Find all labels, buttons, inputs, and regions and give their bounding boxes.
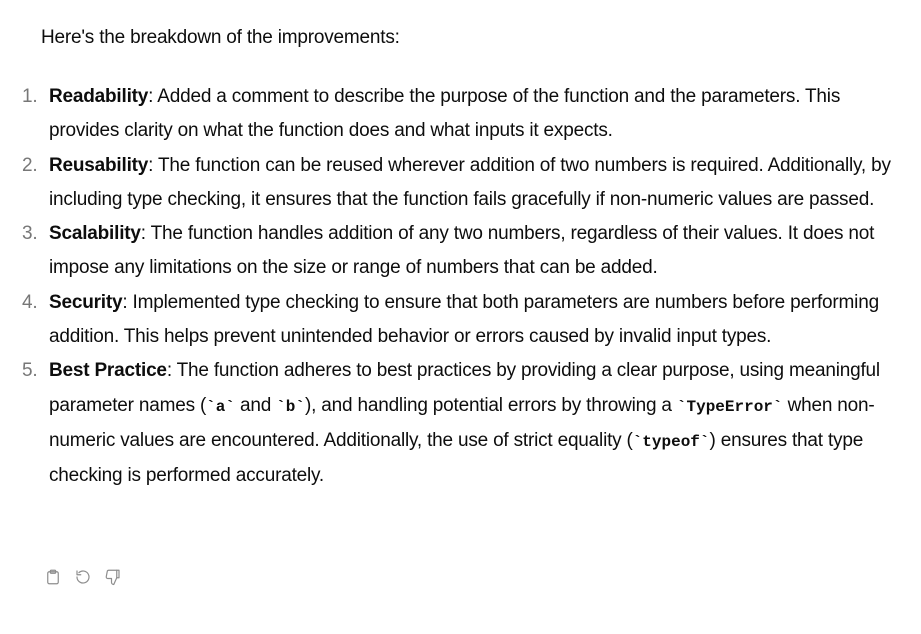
list-item	[0, 286, 900, 355]
message-actions	[42, 566, 124, 588]
item-text: ) ensures that type checking is performed accurately.	[49, 429, 864, 487]
item-text: : The function handles addition of any two numbers, regardless of their values. It does not impose any limitations on the size or range of numbers that can be added.	[49, 223, 875, 279]
item-text: : Implemented type checking to ensure that both parameters are numbers before performing addition. This helps prevent unintended behavior or errors caused by invalid input types.	[49, 291, 879, 348]
item-term: Security	[49, 291, 123, 313]
list-number: 1.	[22, 86, 38, 107]
inline-code: `a`	[206, 397, 235, 416]
item-text: : The function can be reused wherever addition of two numbers is required. Additionally, by including type checking, it ensures that the function fails gracefully if non-numeric values are passed.	[49, 154, 891, 210]
item-term: Readability	[49, 86, 149, 107]
inline-code: `typeof`	[632, 432, 710, 451]
list-number: 3.	[22, 223, 38, 245]
regenerate-button[interactable]	[72, 566, 94, 588]
refresh-icon	[74, 568, 92, 586]
list-item	[0, 149, 900, 218]
list-item	[0, 354, 900, 493]
item-text: : The function adheres to best practices by providing a clear purpose, using meaningful parameter names (	[49, 360, 880, 416]
item-text: ), and handling potential errors by throwing a	[305, 394, 677, 416]
item-term: Reusability	[49, 154, 149, 176]
item-term: Best Practice	[49, 360, 167, 382]
list-number: 5.	[22, 360, 38, 382]
list-number: 4.	[22, 291, 38, 313]
thumbs-down-icon	[104, 568, 122, 586]
list-item	[0, 217, 900, 286]
item-text: : Added a comment to describe the purpose of the function and the parameters. This provides clarity on what the function does and what inputs it expects.	[49, 86, 841, 142]
improvements-list	[0, 80, 900, 494]
item-text: and	[234, 394, 277, 416]
list-number: 2.	[22, 154, 38, 176]
item-term: Scalability	[49, 223, 141, 245]
intro-text: Here's the breakdown of the improvements:	[41, 27, 400, 48]
clipboard-icon	[44, 568, 62, 586]
dislike-button[interactable]	[102, 566, 124, 588]
item-text: when non-numeric values are encountered. Additionally, the use of strict equality (	[49, 394, 875, 451]
inline-code: `TypeError`	[676, 397, 783, 416]
list-item	[0, 80, 900, 149]
copy-button[interactable]	[42, 566, 64, 588]
inline-code: `b`	[276, 397, 305, 416]
